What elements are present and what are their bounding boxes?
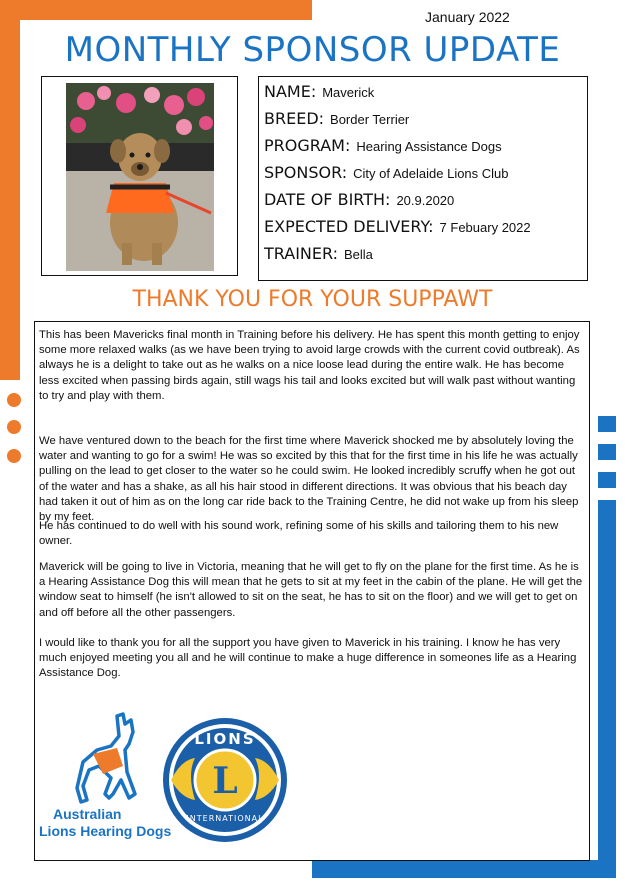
lions-letter: L <box>212 760 238 802</box>
orange-dot <box>7 449 21 463</box>
page-title: MONTHLY SPONSOR UPDATE <box>64 30 561 70</box>
orange-dot <box>7 420 21 434</box>
breed-label: BREED: <box>264 109 325 128</box>
alhd-line1: Australian <box>53 806 122 822</box>
blue-square <box>598 472 616 488</box>
name-row <box>264 82 374 102</box>
breed-row <box>264 109 409 129</box>
paragraph-4: Maverick will be going to live in Victoria, meaning that he will get to fly on the plane for the first time. As he is a Hearing Assistance Dog this will mean that he gets to sit at my feet in the cabin of the plane. He will get the window seat to himself (he isn't allowed to sit on the seat, he has to sit on the floor) and we will get to get on and off before all the other passengers. <box>39 561 583 619</box>
breed-value: Border Terrier <box>330 112 410 127</box>
lions-bottom-text: INTERNATIONAL <box>186 814 264 823</box>
trainer-value: Bella <box>344 247 373 262</box>
lions-international-logo <box>159 714 291 846</box>
lions-top-text: LIONS <box>194 730 256 748</box>
blue-square <box>598 416 616 432</box>
program-value: Hearing Assistance Dogs <box>356 139 502 154</box>
blue-frame-right <box>598 500 616 878</box>
sponsor-label: SPONSOR: <box>264 163 348 182</box>
dog-photo <box>66 83 214 271</box>
dob-value: 20.9.2020 <box>396 193 455 208</box>
name-label: NAME: <box>264 82 317 101</box>
trainer-row <box>264 244 373 264</box>
orange-frame-top <box>0 0 312 20</box>
issue-date: January 2022 <box>425 9 510 25</box>
delivery-value: 7 Febuary 2022 <box>439 220 531 235</box>
alhd-line2: Lions Hearing Dogs <box>39 823 172 839</box>
paragraph-5: I would like to thank you for all the support you have given to Maverick in his training. I know he has very much enjoyed meeting you all and he will continue to make a huge difference in someones life as a Hearing Assistance Dog. <box>39 637 577 680</box>
profile-box <box>258 76 588 281</box>
orange-dot <box>7 393 21 407</box>
dob-label: DATE OF BIRTH: <box>264 190 391 209</box>
dob-row <box>264 190 454 210</box>
update-text-box <box>34 321 590 861</box>
blue-frame-bottom <box>312 860 616 878</box>
delivery-label: EXPECTED DELIVERY: <box>264 217 434 236</box>
paragraph-3: He has continued to do well with his sound work, refining some of his skills and tailoring them to his new owner. <box>39 520 559 548</box>
blue-square <box>598 444 616 460</box>
program-label: PROGRAM: <box>264 136 351 155</box>
delivery-row <box>264 217 531 237</box>
paragraph-2: We have ventured down to the beach for the first time where Maverick shocked me by absolutely loving the water and wanting to go for a swim! He was so excited by this that for the first time in his life he was actually pulling on the lead to get closer to the water so he could swim. He looked incredibly scruffy when he got out of the water and has a shake, as all his hair stood in different directions. It was obvious that his beach day had taken it out of him as on the long car ride back to the Training Centre, he did not wake up from his sleep by my feet. <box>39 435 579 524</box>
sponsor-row <box>264 163 509 183</box>
program-row <box>264 136 502 156</box>
thanks-heading: THANK YOU FOR YOUR SUPPAWT <box>132 287 493 312</box>
photo-frame <box>41 76 238 276</box>
trainer-label: TRAINER: <box>264 244 338 263</box>
paragraph-1: This has been Mavericks final month in Training before his delivery. He has spent this month getting to enjoy some more relaxed walks (as we have been trying to avoid large crowds with the current covid outbreak). As always he is a delight to take out as he walks on a nice loose lead during the entire walk. He has become less excited when passing birds again, still wags his tail and looks excited but will walk past without wanting to try and play with them. <box>39 329 580 402</box>
name-value: Maverick <box>322 85 375 100</box>
sponsor-value: City of Adelaide Lions Club <box>353 166 509 181</box>
